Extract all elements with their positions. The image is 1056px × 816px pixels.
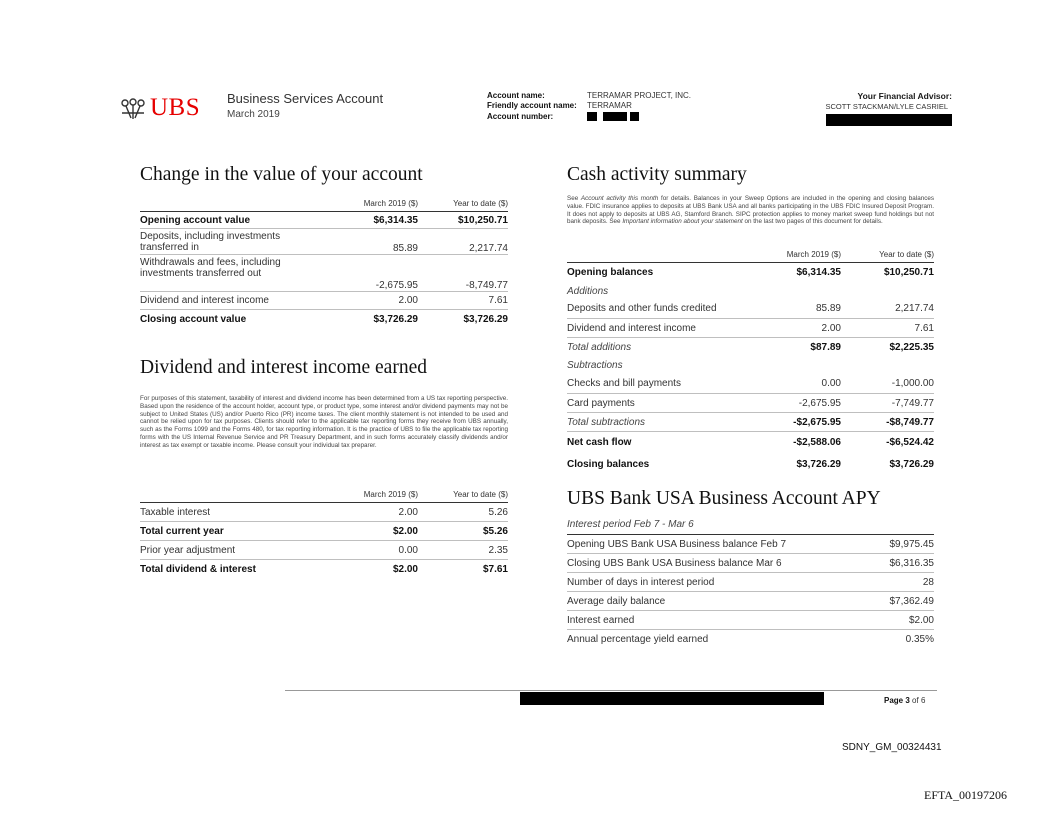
tax-disclaimer-paragraph: For purposes of this statement, taxability of interest and dividend income has been determined from a US tax reporting perspective. Based upon the residence of the account holder, account type, or product type, some interest and/or dividend payments may not be subject to United States (US) and/or Puerto Rico (PR) income taxes. The client monthly statement is not intended to be used and cannot be relied upon for tax purposes. Clients should refer to the applicable tax reporting forms they receive from UBS annually, such as the Forms 1099 and the Forms 480, for tax reporting information. It is the practice of UBS to file the applicable tax reporting forms with the US Internal Revenue Service and PR Treasury Department, and in such forms accurately classify dividends and/or interest as tax exempt or taxable income. Please consult your individual tax preparer. [140, 395, 508, 449]
table-row: Interest earned $2.00 [567, 611, 934, 630]
change-value-heading: Change in the value of your account [140, 164, 423, 185]
change-value-table [140, 195, 508, 330]
interest-period: Interest period Feb 7 - Mar 6 [567, 519, 694, 530]
account-name-label: Account name: [487, 91, 545, 100]
cash-activity-table: March 2019 ($) Year to date ($) Opening balances $6,314.35 $10,250.71 Additions Deposits and other funds credited 85.89 2,217.74 Dividend and interest income 2.00 7.61 Total additions $87.89 $2,225.35 Subtractions Checks and bill payments 0.00 -1,000.00 Card payments -2,675.95 -7,749.77 Total subtractions -$2,675.95 -$8,749.77 Net cash flow -$2,588.06 -$6,524.42 Closing balances $3,726.29 $3,726.29 [567, 246, 934, 476]
bates-number: SDNY_GM_00324431 [842, 742, 942, 753]
table-row: Opening balances $6,314.35 $10,250.71 [567, 267, 934, 279]
table-row: Dividend and interest income 2.00 7.61 [140, 292, 508, 310]
redaction-bar [826, 114, 952, 126]
redaction-bar [587, 112, 597, 121]
advisor-label: Your Financial Advisor: [857, 91, 952, 101]
redaction-bar [520, 692, 824, 705]
table-row: Opening account value $6,314.35 $10,250.71 [140, 212, 508, 229]
dividend-table: March 2019 ($) Year to date ($) Taxable interest 2.00 5.26 Total current year $2.00 $5.26 Prior year adjustment 0.00 2.35 Total dividend & interest $2.00 $7.61 [140, 486, 508, 579]
redaction-bar [630, 112, 639, 121]
efta-number: EFTA_00197206 [924, 788, 1008, 802]
table-row: Total subtractions -$2,675.95 -$8,749.77 [567, 413, 934, 432]
col-header-ytd: Year to date ($) [418, 195, 508, 212]
table-row: Closing UBS Bank USA Business balance Mar 6 $6,316.35 [567, 554, 934, 573]
table-row: Checks and bill payments 0.00 -1,000.00 [567, 375, 934, 394]
cash-activity-heading: Cash activity summary [567, 164, 747, 185]
table-row: Deposits, including investments transferred in 85.89 2,217.74 [140, 229, 508, 255]
table-row: Net cash flow -$2,588.06 -$6,524.42 [567, 437, 934, 449]
table-row: Card payments -2,675.95 -7,749.77 [567, 394, 934, 413]
table-row: Withdrawals and fees, including investments transferred out -2,675.95 -8,749.77 [140, 255, 508, 292]
friendly-name-value: TERRAMAR [587, 101, 632, 110]
table-row: Average daily balance $7,362.49 [567, 592, 934, 611]
table-row: Total current year $2.00 $5.26 [140, 522, 508, 541]
page-indicator: Page 3 of 6 [884, 696, 926, 705]
cash-activity-note: See Account activity this month for details. Balances in your Sweep Options are included in the opening and closing balances value. FDIC insurance applies to deposits at UBS Bank USA and all banks participating in the UBS FDIC Insured Deposit Program. It does not apply to deposits at UBS AG, Stamford Branch. SIPC protection applies to money market sweep fund holdings but not bank deposits. See Important information about your statement on the last two pages of this document for details. [567, 195, 935, 226]
friendly-name-label: Friendly account name: [487, 101, 577, 110]
table-row: Total dividend & interest $2.00 $7.61 [140, 563, 508, 575]
account-name-value: TERRAMAR PROJECT, INC. [587, 91, 692, 100]
account-number-label: Account number: [487, 112, 554, 121]
table-row: Subtractions [567, 360, 623, 371]
apy-heading: UBS Bank USA Business Account APY [567, 488, 881, 509]
table-row: Dividend and interest income 2.00 7.61 [567, 319, 934, 338]
table-row: Deposits and other funds credited 85.89 2,217.74 [567, 300, 934, 319]
account-type-title: Business Services Account [227, 91, 384, 106]
redaction-bar [603, 112, 627, 121]
table-row: Additions [567, 285, 609, 297]
table-row: Total additions $87.89 $2,225.35 [567, 341, 934, 353]
table-row: Closing account value $3,726.29 $3,726.29 [140, 314, 508, 326]
table-row: Taxable interest 2.00 5.26 [140, 503, 508, 522]
col-header-month: March 2019 ($) [330, 195, 418, 212]
ubs-logo-text: UBS [150, 94, 201, 121]
table-row: Prior year adjustment 0.00 2.35 [140, 541, 508, 560]
table-row: Opening UBS Bank USA Business balance Feb 7 $9,975.45 [567, 535, 934, 554]
table-row: Annual percentage yield earned 0.35% [567, 633, 934, 645]
table-row: Number of days in interest period 28 [567, 573, 934, 592]
dividend-heading: Dividend and interest income earned [140, 357, 427, 378]
apy-table [567, 534, 934, 649]
statement-period: March 2019 [227, 109, 280, 120]
ubs-keys-logo-icon [118, 97, 148, 121]
advisor-name: SCOTT STACKMAN/LYLE CASRIEL [825, 102, 948, 111]
table-row: Closing balances $3,726.29 $3,726.29 [567, 459, 934, 470]
footer-rule [285, 690, 937, 691]
